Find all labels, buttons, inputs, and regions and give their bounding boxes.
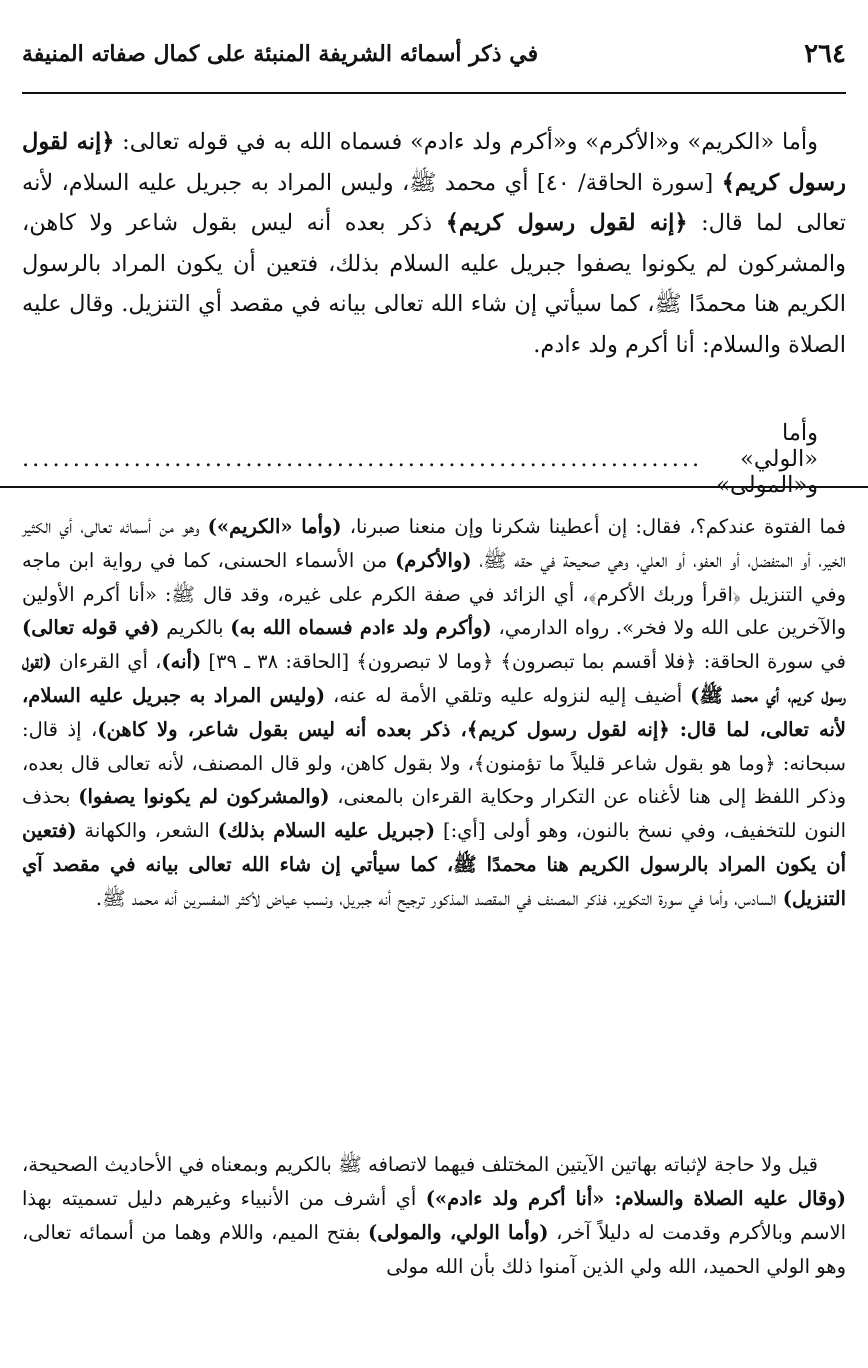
commentary-text: [22, 510, 846, 916]
text-run: وهو من أسمائه تعالى، أي الكثير الخير، أو المتفضل، أو العفو، أو العلي، وهي صحيحة في حقه ﷺ،: [22, 515, 846, 572]
main-paragraph-1: [22, 122, 846, 365]
bold-run: (فتعين أن يكون المراد بالرسول الكريم هنا محمدًا ﷺ، كما سيأتي إن شاء الله تعالى بيانه في مقصد آي التنزيل): [22, 819, 846, 910]
commentary-paragraph-1: [22, 510, 846, 916]
commentary-paragraph-2: [22, 1148, 846, 1284]
text-run: السادس، وأما في سورة التكوير، فذكر المصنف في المقصد المذكور ترجيح أنه جبريل، ونسب عياض لأكثر المفسرين أنه محمد ﷺ.: [95, 886, 783, 910]
text-run: ، أي القرءان: [51, 650, 162, 674]
bold-run: (أنه): [161, 650, 202, 674]
bold-run: (لقول رسول كريم، أي محمد ﷺ): [22, 650, 846, 707]
continuation-dots: ...................................................................: [22, 446, 703, 472]
section-divider: [0, 486, 868, 488]
bold-run: (وأما الولي، والمولى): [368, 1221, 549, 1244]
text-run: [سورة الحاقة/ ٤٠] أي محمد ﷺ، وليس المراد به جبريل عليه السلام، لأنه تعالى لما قال:: [22, 169, 846, 236]
quran-verse: ﴿إنه لقول رسول كريم﴾: [445, 210, 688, 236]
text-run: ذكر بعده أنه ليس بقول شاعر ولا كاهن، والمشركون لم يكونوا يصفوا جبريل عليه السلام بذلك، فتعين أن يكون المراد بالرسول الكريم هنا محمدًا ﷺ، كما سيأتي إن شاء الله تعالى بيانه في مقصد أي التنزيل. وقال عليه الصلاة والسلام: أنا أكرم ولد ءادم.: [22, 210, 846, 358]
bold-run: (وأكرم ولد ءادم فسماه الله به): [230, 616, 492, 640]
text-run: فما الفتوة عندكم؟، فقال: إن أعطينا شكرنا وإن منعنا صبرنا،: [341, 515, 846, 538]
bold-run: (وقال عليه الصلاة والسلام: «أنا أكرم ولد ءادم»): [425, 1187, 846, 1210]
text-run: أضيف إليه لنزوله عليه وتلقي الأمة له عنه،: [325, 683, 691, 707]
text-run: في سورة الحاقة: ﴿فلا أقسم بما تبصرون﴾ ﴿وما لا تبصرون﴾ [الحاقة: ٣٨ ـ ٣٩]: [201, 650, 846, 674]
text-run: من الأسماء الحسنى، كما في رواية ابن ماجه وفي التنزيل ﴿اقرأ وربك الأكرم﴾، أي الزائد في صفة الكرم على غيره، وقد قال ﷺ: «أنا أكرم الأولين والآخرين على الله ولا فخر». رواه الدارمي،: [22, 548, 846, 640]
running-title: في ذكر أسمائه الشريفة المنبئة على كمال صفاته المنيفة: [22, 41, 539, 67]
text-run: بفتح الميم، واللام وهما من أسمائه تعالى، وهو الولي الحميد، الله ولي الذين آمنوا ذلك بأن الله مولى: [22, 1221, 846, 1278]
bold-run: (والأكرم): [395, 548, 472, 572]
page-header: [22, 34, 846, 74]
quran-verse: ﴿إنه لقول رسول كريم﴾: [22, 129, 847, 196]
page-number: ٢٦٤: [804, 39, 846, 69]
text-run: بحذف النون للتخفيف، وفي نسخ بالنون، وهو أولى [أي:]: [22, 785, 846, 843]
text-run: أي أشرف من الأنبياء وغيرهم دليل تسميته بهذا الاسم وبالأكرم وقدمت له دليلاً آخر،: [22, 1187, 847, 1244]
main-paragraph-2: [22, 420, 846, 498]
main-paragraph-2-lead: وأما «الولي» و«المولى»: [716, 420, 818, 498]
bold-run: (وأما «الكريم»): [207, 515, 342, 538]
commentary-text-2: [22, 1148, 846, 1284]
main-text: [22, 122, 846, 365]
bold-run: (وليس المراد به جبريل عليه السلام، لأنه تعالى، لما قال: ﴿إنه لقول رسول كريم﴾، ذكر بعده أنه ليس بقول شاعر، ولا كاهن): [22, 683, 846, 741]
bold-run: (في قوله تعالى): [22, 616, 160, 640]
text-run: الشعر، والكهانة: [76, 819, 218, 843]
text-run: بالكريم: [159, 616, 231, 640]
text-run: ، إذ قال: سبحانه: ﴿وما هو بقول شاعر قليلاً ما تؤمنون﴾، ولا بقول كاهن، ولو قال المصنف، لأنه تعالى قال بعده، وذكر اللفظ إلى هنا لأغناه عن التكرار وحكاية القرءان بالمعنى،: [22, 717, 846, 809]
text-run: وأما «الكريم» و«الأكرم» و«أكرم ولد ءادم» فسماه الله به في قوله تعالى:: [114, 129, 818, 155]
bold-run: (والمشركون لم يكونوا يصفوا): [78, 785, 330, 809]
bold-run: (جبريل عليه السلام بذلك): [217, 819, 436, 843]
text-run: قيل ولا حاجة لإثباته بهاتين الآيتين المختلف فيهما لاتصافه ﷺ بالكريم وبمعناه في الأحاديث الصحيحة،: [22, 1153, 818, 1176]
header-rule: [22, 92, 846, 94]
